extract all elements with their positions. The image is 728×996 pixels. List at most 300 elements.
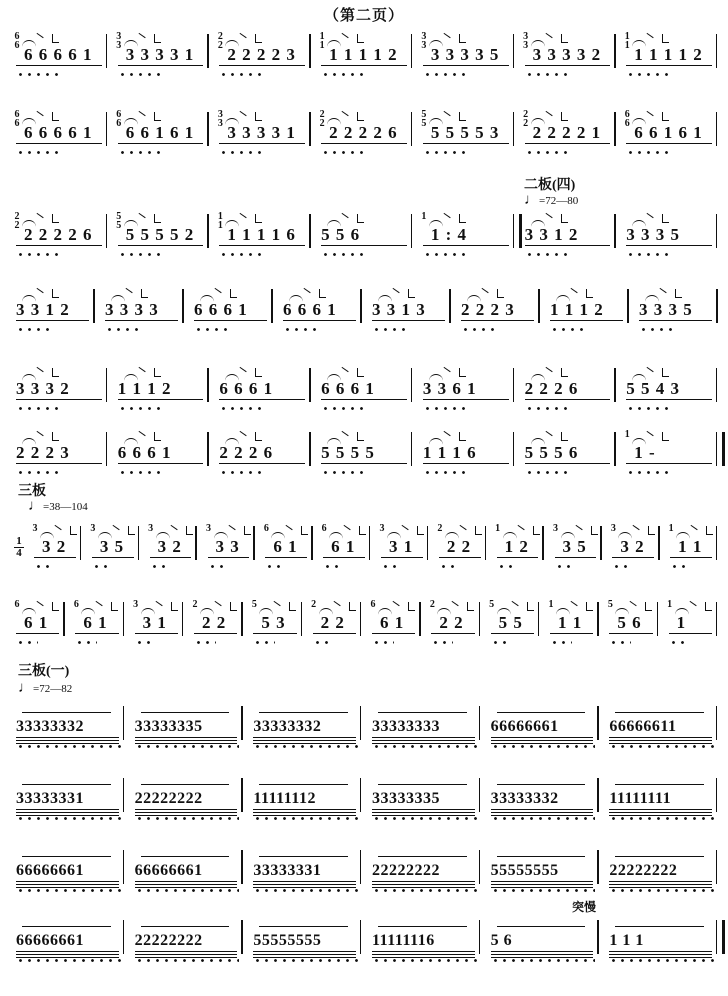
low-octave-dots xyxy=(34,565,55,568)
beam-line xyxy=(313,633,356,634)
tremolo-mark-icon xyxy=(22,784,111,788)
beam-line xyxy=(135,954,238,955)
beam-line xyxy=(16,743,119,744)
barline xyxy=(716,289,718,323)
beam-line xyxy=(491,740,594,741)
tremolo-mark-icon xyxy=(497,856,586,860)
barline xyxy=(538,602,540,636)
measure-notes: 33333335 xyxy=(134,718,203,735)
measure xyxy=(313,364,415,410)
beam-line xyxy=(321,245,407,246)
beam-line xyxy=(283,320,356,321)
barline xyxy=(80,526,82,560)
measure-notes: 6 1 xyxy=(83,613,108,632)
chord-stack: 2 xyxy=(437,523,443,534)
low-octave-dots xyxy=(525,73,568,76)
measure-notes: 66666661 xyxy=(134,862,203,879)
beam-line xyxy=(461,320,534,321)
low-octave-dots xyxy=(208,565,229,568)
measure xyxy=(661,598,720,644)
measure-notes: 6 1 xyxy=(273,537,298,556)
barline xyxy=(614,368,616,402)
measure-notes: 1 : 4 xyxy=(430,225,468,244)
barline xyxy=(207,432,209,466)
staff-row xyxy=(8,285,720,331)
page-title: （第二页） xyxy=(323,8,404,24)
beam-line xyxy=(491,881,594,882)
tremolo-mark-icon xyxy=(378,712,467,716)
low-octave-dots xyxy=(423,253,466,256)
measure-notes: 3 3 6 1 xyxy=(422,379,477,398)
measure-notes: 6 1 xyxy=(380,613,405,632)
barline xyxy=(479,706,481,740)
low-octave-dots xyxy=(491,817,596,820)
measure xyxy=(517,210,619,256)
low-octave-dots xyxy=(253,641,275,644)
barline xyxy=(479,602,481,636)
beam-line xyxy=(670,557,712,558)
measure-notes: 3 2 xyxy=(157,537,182,556)
measure-notes: 3 3 3 3 1 xyxy=(125,45,195,64)
beam-line xyxy=(16,143,102,144)
low-octave-dots xyxy=(321,73,364,76)
barline xyxy=(657,602,659,636)
beam-line xyxy=(321,463,407,464)
beam-line xyxy=(609,951,712,952)
tremolo-mark-icon xyxy=(141,712,230,716)
measure-notes: 5 5 5 5 xyxy=(321,443,375,462)
beam-line xyxy=(491,815,594,816)
measure-notes: 3 1 xyxy=(142,613,167,632)
beam-line xyxy=(639,320,712,321)
low-octave-dots xyxy=(609,959,714,962)
barline xyxy=(627,289,629,323)
measure xyxy=(110,428,212,474)
measure xyxy=(489,522,547,568)
beam-line xyxy=(135,740,238,741)
beam-line xyxy=(16,815,119,816)
tremolo-mark-icon xyxy=(497,926,586,930)
measure xyxy=(618,30,720,76)
chord-stack: 3 xyxy=(32,523,38,534)
beam-line xyxy=(423,245,509,246)
low-octave-dots xyxy=(265,565,286,568)
beam-line xyxy=(118,245,204,246)
measure xyxy=(110,30,212,76)
measure xyxy=(601,774,720,820)
tempo-value: =72—82 xyxy=(33,683,73,695)
measure xyxy=(483,916,602,962)
barline xyxy=(123,920,125,954)
beam-line xyxy=(372,743,475,744)
beam-line xyxy=(555,557,597,558)
measure xyxy=(517,364,619,410)
chord-stack: 3 xyxy=(133,599,139,610)
measure-notes: 3 2 xyxy=(620,537,645,556)
barline xyxy=(207,214,209,248)
barline xyxy=(538,289,540,323)
low-octave-dots xyxy=(381,565,402,568)
measure xyxy=(8,774,127,820)
measure xyxy=(313,30,415,76)
measure-notes: 2 2 xyxy=(320,613,345,632)
measure xyxy=(245,774,364,820)
barline xyxy=(597,602,599,636)
beam-line xyxy=(497,557,539,558)
barline xyxy=(411,112,413,146)
barline xyxy=(271,289,273,323)
barline xyxy=(716,526,718,560)
low-octave-dots xyxy=(461,328,498,331)
beam-line xyxy=(609,884,712,885)
beam-line xyxy=(16,957,119,958)
measure-notes: 11111111 xyxy=(609,790,672,807)
beam-line xyxy=(550,320,623,321)
measure-notes: 33333332 xyxy=(16,718,84,735)
measure xyxy=(84,522,142,568)
measure xyxy=(483,846,602,892)
measure-notes: 66666661 xyxy=(490,718,559,735)
measure xyxy=(110,108,212,154)
measure xyxy=(631,285,720,331)
fingering-stroke-icon xyxy=(687,602,727,614)
barline xyxy=(716,850,718,884)
beam-line xyxy=(372,887,475,888)
low-octave-dots xyxy=(118,407,161,410)
beam-line xyxy=(118,65,204,66)
barline xyxy=(241,706,243,740)
measure-notes: 6 6 6 1 xyxy=(117,443,172,462)
measure xyxy=(211,210,313,256)
beam-line xyxy=(439,557,481,558)
measure-notes: 55555555 xyxy=(490,862,559,879)
beam-line xyxy=(609,633,652,634)
measure xyxy=(618,364,720,410)
tremolo-mark-icon xyxy=(259,784,348,788)
beam-line xyxy=(491,884,594,885)
beam-line xyxy=(321,143,407,144)
low-octave-dots xyxy=(16,253,59,256)
measure-notes: 66666661 xyxy=(16,862,84,879)
beam-line xyxy=(135,881,238,882)
low-octave-dots xyxy=(609,641,631,644)
tremolo-mark-icon xyxy=(259,712,348,716)
low-octave-dots xyxy=(670,565,691,568)
beam-line xyxy=(135,884,238,885)
low-octave-dots xyxy=(423,471,466,474)
measure-notes: 22222222 xyxy=(609,862,678,879)
measure-notes: 5 6 xyxy=(490,932,513,949)
low-octave-dots xyxy=(525,407,568,410)
low-octave-dots xyxy=(609,817,714,820)
beam-line xyxy=(16,884,119,885)
beam-line xyxy=(431,633,474,634)
barline xyxy=(716,602,718,636)
chord-stack: 6 xyxy=(370,599,376,610)
chord-stack: 2 2 xyxy=(523,109,529,129)
low-octave-dots xyxy=(439,565,460,568)
barline xyxy=(449,289,451,323)
measure-notes: 3 3 1 2 xyxy=(524,225,579,244)
staff-row xyxy=(8,108,720,154)
low-octave-dots xyxy=(491,641,513,644)
beam-line xyxy=(609,881,712,882)
staff-row xyxy=(8,30,720,76)
beam-line xyxy=(491,887,594,888)
low-octave-dots xyxy=(550,328,587,331)
time-signature-denominator: 4 xyxy=(14,547,24,559)
low-octave-dots xyxy=(253,959,358,962)
beam-line xyxy=(253,881,356,882)
measure-notes: 3 3 3 3 1 xyxy=(227,123,296,142)
measure-notes: 3 3 3 3 2 xyxy=(532,45,602,64)
beam-line xyxy=(491,954,594,955)
barline xyxy=(360,289,362,323)
staff-row xyxy=(8,522,720,568)
low-octave-dots xyxy=(16,889,121,892)
measure xyxy=(8,108,110,154)
low-octave-dots xyxy=(135,817,240,820)
measure xyxy=(245,916,364,962)
low-octave-dots xyxy=(491,745,596,748)
measure xyxy=(127,916,246,962)
barline xyxy=(513,112,515,146)
beam-line xyxy=(16,737,119,738)
low-octave-dots xyxy=(118,253,161,256)
measure xyxy=(305,598,364,644)
measure-notes: 1 1 1 2 xyxy=(117,379,172,398)
measure xyxy=(423,598,482,644)
measure-notes: 3 5 xyxy=(99,537,125,556)
measure-notes: 1 2 xyxy=(504,537,529,556)
measure-notes: 2 2 xyxy=(446,537,472,556)
measure xyxy=(483,702,602,748)
measure-notes: 5 5 4 3 xyxy=(626,379,681,398)
measure-notes: 2 2 2 3 xyxy=(461,300,515,319)
staff-row xyxy=(8,916,720,962)
low-octave-dots xyxy=(321,407,364,410)
measure xyxy=(313,210,415,256)
beam-line xyxy=(253,957,356,958)
annotation-sudden-slow: 突慢 xyxy=(572,900,597,914)
measure-notes: 1 1 1 6 xyxy=(422,443,477,462)
chord-stack: 6 6 xyxy=(14,109,20,129)
beam-line xyxy=(135,887,238,888)
measure xyxy=(245,846,364,892)
low-octave-dots xyxy=(118,151,161,154)
measure xyxy=(618,210,720,256)
double-barline xyxy=(716,432,725,466)
beam-line xyxy=(609,743,712,744)
measure xyxy=(97,285,186,331)
measure xyxy=(364,916,483,962)
beam-line xyxy=(372,815,475,816)
chord-stack: 6 6 xyxy=(624,109,630,129)
chord-stack: 1 xyxy=(624,429,630,440)
chord-stack: 1 1 xyxy=(624,31,630,51)
staff-row xyxy=(8,774,720,820)
measure xyxy=(364,285,453,331)
chord-stack: 5 xyxy=(489,599,495,610)
beam-line xyxy=(16,951,119,952)
chord-stack: 2 xyxy=(429,599,435,610)
barline xyxy=(479,850,481,884)
measure-notes: 2 2 2 6 xyxy=(219,443,274,462)
beam-line xyxy=(194,633,237,634)
measure-notes: 1 1 1 2 xyxy=(550,300,604,319)
low-octave-dots xyxy=(372,641,394,644)
beam-line xyxy=(609,740,712,741)
chord-stack: 5 5 xyxy=(421,109,427,129)
measure xyxy=(8,428,110,474)
chord-stack: 3 3 xyxy=(523,31,529,51)
low-octave-dots xyxy=(626,151,669,154)
tremolo-mark-icon xyxy=(378,926,467,930)
beam-line xyxy=(92,557,134,558)
beam-line xyxy=(626,399,712,400)
measure xyxy=(186,285,275,331)
beam-line xyxy=(525,143,611,144)
measure-notes: 5 5 5 5 3 xyxy=(430,123,500,142)
measure xyxy=(364,846,483,892)
barline xyxy=(716,34,718,68)
measure xyxy=(127,702,246,748)
measure-notes: 6 6 6 1 xyxy=(283,300,337,319)
beam-line xyxy=(135,815,238,816)
beam-line xyxy=(423,463,509,464)
measure xyxy=(110,364,212,410)
measure-notes: 6 6 6 1 xyxy=(194,300,248,319)
tempo-marking-sanban xyxy=(28,498,88,515)
barline xyxy=(597,920,599,954)
chord-stack: 2 xyxy=(192,599,198,610)
beam-line xyxy=(321,399,407,400)
low-octave-dots xyxy=(135,745,240,748)
measure-notes: 3 5 xyxy=(562,537,587,556)
measure xyxy=(542,598,601,644)
barline xyxy=(207,34,209,68)
beam-line xyxy=(118,463,204,464)
measure xyxy=(415,210,517,256)
measure xyxy=(315,522,373,568)
low-octave-dots xyxy=(323,565,344,568)
chord-stack: 1 xyxy=(667,599,673,610)
barline xyxy=(241,778,243,812)
measure xyxy=(483,598,542,644)
low-octave-dots xyxy=(283,328,320,331)
low-octave-dots xyxy=(669,641,691,644)
barline xyxy=(309,368,311,402)
low-octave-dots xyxy=(135,959,240,962)
low-octave-dots xyxy=(321,471,364,474)
quarter-note-icon: ♩ xyxy=(28,498,43,514)
measure xyxy=(8,702,127,748)
tempo-marking-erban-4 xyxy=(524,192,578,209)
low-octave-dots xyxy=(491,959,596,962)
beam-line xyxy=(118,399,204,400)
measure-notes: 6 6 6 6 1 xyxy=(24,123,93,142)
measure-notes: 33333335 xyxy=(372,790,440,807)
beam-line xyxy=(372,881,475,882)
tremolo-mark-icon xyxy=(615,784,704,788)
measure-notes: 2 2 2 2 3 xyxy=(227,45,296,64)
barline xyxy=(106,368,108,402)
beam-line xyxy=(135,743,238,744)
low-octave-dots xyxy=(75,641,97,644)
chord-stack: 5 xyxy=(607,599,613,610)
measure-notes: 2 2 2 2 6 xyxy=(24,225,93,244)
measure xyxy=(431,522,489,568)
measure-notes: 33333331 xyxy=(16,790,84,807)
barline xyxy=(309,214,311,248)
beam-line xyxy=(372,320,445,321)
measure-notes: 2 2 2 2 1 xyxy=(532,123,602,142)
barline xyxy=(106,214,108,248)
beam-line xyxy=(265,557,307,558)
low-octave-dots xyxy=(92,565,113,568)
beam-line xyxy=(626,463,712,464)
low-octave-dots xyxy=(16,959,121,962)
measure-notes: 33333332 xyxy=(253,718,322,735)
staff-row xyxy=(8,846,720,892)
barline xyxy=(369,526,371,560)
barline xyxy=(207,368,209,402)
beam-line xyxy=(372,633,415,634)
chord-stack: 5 5 xyxy=(116,211,122,231)
barline xyxy=(106,432,108,466)
barline xyxy=(360,920,362,954)
measure-notes: 2 2 2 6 xyxy=(524,379,579,398)
beam-line xyxy=(372,812,475,813)
barline xyxy=(241,920,243,954)
low-octave-dots xyxy=(194,328,231,331)
measure-notes: 5 5 6 xyxy=(321,225,361,244)
measure-notes: 3 3 3 5 xyxy=(626,225,681,244)
beam-line xyxy=(135,809,238,810)
measure-notes: 66666611 xyxy=(609,718,677,735)
chord-stack: 6 xyxy=(73,599,79,610)
beam-line xyxy=(16,633,59,634)
beam-line xyxy=(423,65,509,66)
measure-notes: 1 1 1 1 2 xyxy=(634,45,703,64)
barline xyxy=(411,368,413,402)
staff-row xyxy=(8,210,720,256)
measure-notes: 33333333 xyxy=(372,718,440,735)
measure-notes: 1 xyxy=(676,613,687,632)
measure xyxy=(8,916,127,962)
barline xyxy=(106,112,108,146)
low-octave-dots xyxy=(150,565,171,568)
tempo-marking-sanban-1 xyxy=(18,680,72,697)
barline xyxy=(419,602,421,636)
chord-stack: 6 6 xyxy=(116,109,122,129)
chord-stack: 2 xyxy=(311,599,317,610)
beam-line xyxy=(609,815,712,816)
barline xyxy=(123,850,125,884)
staff-row xyxy=(8,598,720,644)
tremolo-mark-icon xyxy=(22,856,111,860)
measure-notes: 1 1 1 xyxy=(609,932,644,949)
beam-line xyxy=(491,812,594,813)
measure xyxy=(517,30,619,76)
barline xyxy=(479,778,481,812)
beam-line xyxy=(525,65,611,66)
barline xyxy=(309,34,311,68)
low-octave-dots xyxy=(626,253,669,256)
measure-notes: 66666661 xyxy=(16,932,84,949)
low-octave-dots xyxy=(423,73,466,76)
low-octave-dots xyxy=(550,641,572,644)
